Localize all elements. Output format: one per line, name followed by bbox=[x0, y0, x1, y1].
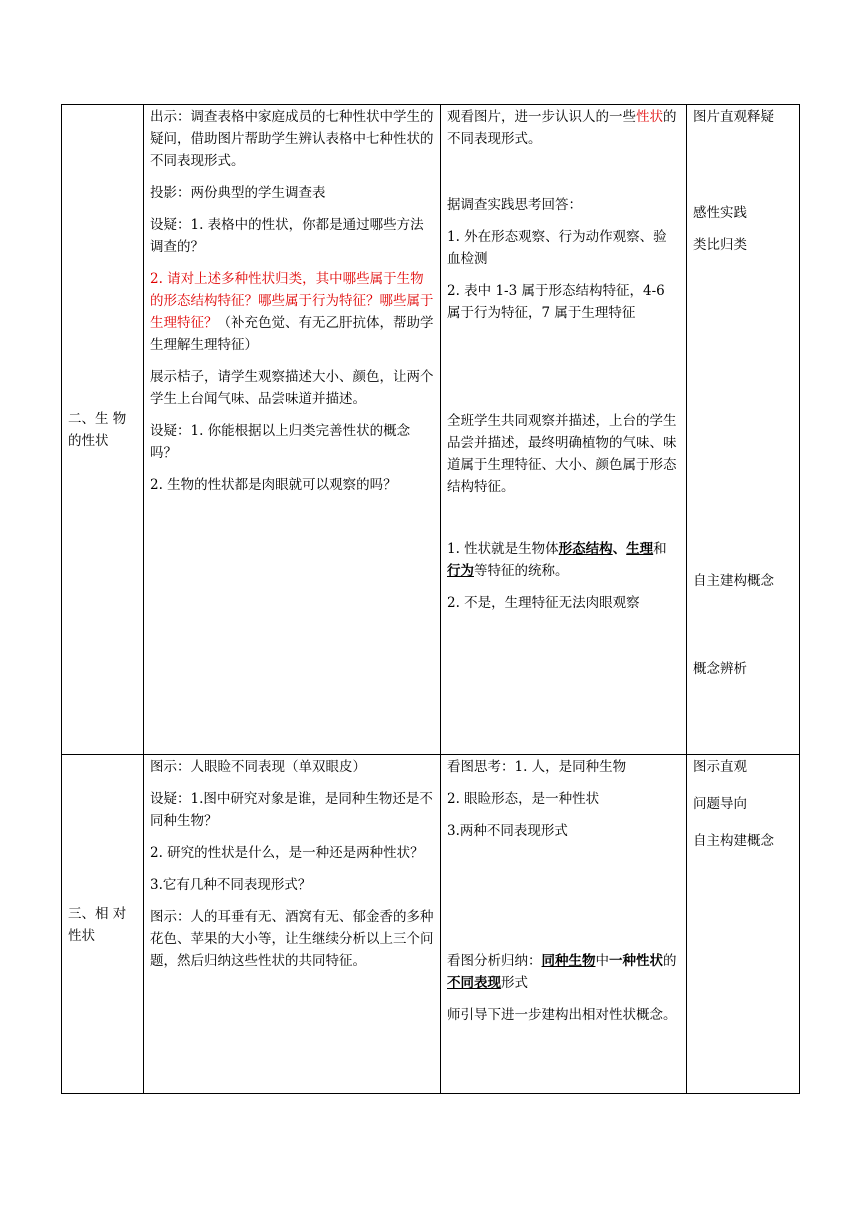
table-row bbox=[62, 105, 800, 755]
paragraph: 全班学生共同观察并描述，上台的学生品尝并描述，最终明确植物的气味、味道属于生理特征、大小、颜色属于形态结构特征。 bbox=[447, 413, 677, 495]
design-intent-cell bbox=[687, 755, 800, 1094]
text-run: 观看图片，进一步认识人的一些 bbox=[447, 109, 636, 125]
intent-label: 类比归类 bbox=[693, 237, 747, 253]
section-title: 二、生 物的性状 bbox=[68, 411, 127, 449]
design-intent-cell bbox=[687, 105, 800, 755]
key-term: 生理 bbox=[626, 541, 654, 557]
paragraph: 2. 眼睑形态，是一种性状 bbox=[447, 791, 600, 807]
paragraph: 2. 表中 1-3 属于形态结构特征，4-6 属于行为特征，7 属于生理特征 bbox=[447, 283, 665, 321]
text-run: 中 bbox=[595, 953, 609, 969]
paragraph bbox=[447, 538, 680, 582]
paragraph: 设疑：1.图中研究对象是谁，是同种生物还是不同种生物？ bbox=[150, 791, 433, 829]
intent-label: 问题导向 bbox=[693, 796, 747, 812]
table-row bbox=[62, 755, 800, 1094]
section-cell bbox=[62, 755, 144, 1094]
paragraph: 3.它有几种不同表现形式？ bbox=[150, 877, 312, 893]
section-title: 三、相 对性状 bbox=[68, 905, 127, 944]
note-text: （补充色觉、有无乙肝抗体，帮助学生理解生理特征） bbox=[150, 315, 434, 353]
section-cell bbox=[62, 105, 144, 755]
text-run: 、 bbox=[612, 541, 627, 557]
text-run: 的 bbox=[663, 953, 677, 969]
intent-label: 图片直观释疑 bbox=[693, 109, 774, 125]
lesson-plan-table bbox=[61, 104, 800, 1094]
paragraph: 2. 研究的性状是什么，是一种还是两种性状？ bbox=[150, 845, 424, 861]
key-term: 同种生物 bbox=[541, 953, 596, 969]
key-term: 形态结构 bbox=[558, 541, 613, 557]
paragraph: 1. 外在形态观察、行为动作观察、验血检测 bbox=[447, 229, 667, 267]
paragraph: 看图思考：1. 人，是同种生物 bbox=[447, 759, 627, 775]
paragraph: 设疑：1. 你能根据以上归类完善性状的概念吗？ bbox=[150, 423, 411, 461]
paragraph: 图示：人眼睑不同表现（单双眼皮） bbox=[150, 759, 366, 775]
student-activity-cell bbox=[441, 755, 687, 1094]
text-run: 形式 bbox=[501, 975, 528, 991]
paragraph bbox=[447, 106, 680, 150]
intent-label: 感性实践 bbox=[693, 205, 747, 221]
intent-label: 图示直观 bbox=[693, 759, 747, 775]
text-run: 的不同表现形式。 bbox=[447, 109, 677, 147]
text-run: 1. 性状就是生物体 bbox=[447, 541, 559, 557]
teacher-activity-cell bbox=[144, 755, 441, 1094]
text-run: 等特征的统称。 bbox=[474, 563, 569, 579]
text-run: 看图分析归纳： bbox=[447, 953, 542, 969]
key-term: 行为 bbox=[447, 563, 474, 579]
paragraph: 投影：两份典型的学生调查表 bbox=[150, 185, 326, 201]
student-activity-cell bbox=[441, 105, 687, 755]
highlighted-term: 性状 bbox=[636, 109, 663, 125]
paragraph: 3.两种不同表现形式 bbox=[447, 823, 568, 839]
paragraph: 出示：调查表格中家庭成员的七种性状中学生的疑问，借助图片帮助学生辨认表格中七种性状的不同表现形式。 bbox=[150, 109, 434, 169]
paragraph: 据调查实践思考回答： bbox=[447, 197, 582, 213]
text-run: 和 bbox=[653, 541, 667, 557]
paragraph: 2. 生物的性状都是肉眼就可以观察的吗？ bbox=[150, 477, 397, 493]
paragraph: 师引导下进一步建构出相对性状概念。 bbox=[447, 1007, 677, 1023]
highlighted-question: 2. 请对上述多种性状归类，其中哪些属于生物的形态结构特征？哪些属于行为特征？哪些属于生理特征？ bbox=[150, 271, 434, 331]
intent-label: 自主建构概念 bbox=[693, 573, 774, 589]
teacher-activity-cell bbox=[144, 105, 441, 755]
paragraph: 图示：人的耳垂有无、酒窝有无、郁金香的多种花色、苹果的大小等，让生继续分析以上三个问题，然后归纳这些性状的共同特征。 bbox=[150, 909, 434, 969]
paragraph: 2. 不是，生理特征无法肉眼观察 bbox=[447, 595, 640, 611]
paragraph bbox=[150, 268, 434, 356]
paragraph: 展示桔子，请学生观察描述大小、颜色，让两个学生上台闻气味、品尝味道并描述。 bbox=[150, 369, 434, 407]
key-term: 一种性状 bbox=[609, 953, 663, 969]
intent-label: 概念辨析 bbox=[693, 661, 747, 677]
intent-label: 自主构建概念 bbox=[693, 833, 774, 849]
key-term: 不同表现 bbox=[447, 975, 501, 991]
paragraph bbox=[447, 950, 680, 994]
paragraph: 设疑：1. 表格中的性状，你都是通过哪些方法调查的？ bbox=[150, 217, 424, 255]
